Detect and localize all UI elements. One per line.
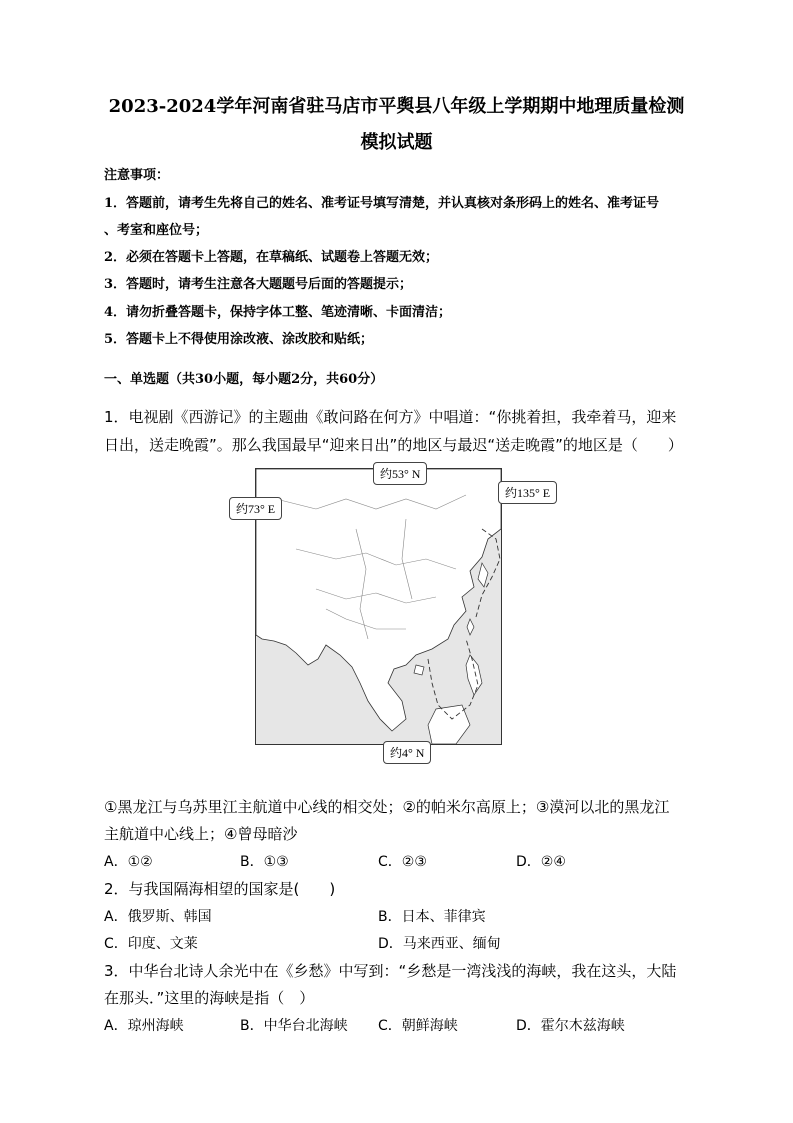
q1-stem-line2: 主航道中心线上；④曾母暗沙 xyxy=(104,825,298,843)
q1-option-c[interactable]: C．②③ xyxy=(378,854,427,870)
q3-option-b[interactable]: B．中华台北海峡 xyxy=(240,1018,348,1034)
section-heading: 一、单选题（共30小题，每小题2分，共60分） xyxy=(104,372,384,387)
note-item: 1．答题前，请考生先将自己的姓名、准考证号填写清楚，并认真核对条形码上的姓名、准考证号 xyxy=(104,196,660,211)
q3-line2: 在那头．”这里的海峡是指（ ） xyxy=(104,989,315,1007)
taiwan-island xyxy=(467,619,474,635)
map-label-south: 约4° N xyxy=(383,741,431,764)
q1-line2: 日出，送走晚霞”。那么我国最早“迎来日出”的地区与最迟“送走晚霞”的地区是（ ） xyxy=(104,436,683,454)
note-item: 4．请勿折叠答题卡，保持字体工整、笔迹清晰、卡面清洁； xyxy=(104,305,452,320)
map-label-north: 约53° N xyxy=(373,462,427,485)
q2-option-b[interactable]: B．日本、菲律宾 xyxy=(378,909,486,925)
note-item: 、考室和座位号； xyxy=(104,223,209,238)
map-drawing xyxy=(256,469,501,744)
q1-stem-line1: ①黑龙江与乌苏里江主航道中心线的相交处；②的帕米尔高原上；③漠河以北的黑龙江 xyxy=(104,798,670,816)
q2-option-a[interactable]: A．俄罗斯、韩国 xyxy=(104,909,212,925)
q2-option-d[interactable]: D．马来西亚、缅甸 xyxy=(378,936,501,952)
q3-option-a[interactable]: A．琼州海峡 xyxy=(104,1018,184,1034)
q1-line1: 1．电视剧《西游记》的主题曲《敢问路在何方》中唱道：“你挑着担，我牵着马，迎来 xyxy=(104,408,677,426)
hainan-island xyxy=(414,665,424,675)
borneo xyxy=(428,705,470,744)
philippines xyxy=(466,655,482,695)
china-map xyxy=(255,468,502,745)
notes-heading: 注意事项： xyxy=(104,168,170,183)
doc-title-line1: 2023-2024学年河南省驻马店市平舆县八年级上学期期中地理质量检测 xyxy=(108,96,685,117)
q2-text: 2．与我国隔海相望的国家是( ) xyxy=(104,880,336,898)
q3-line1: 3．中华台北诗人余光中在《乡愁》中写到：“乡愁是一湾浅浅的海峡，我在这头，大陆 xyxy=(104,962,677,980)
note-item: 2．必须在答题卡上答题，在草稿纸、试题卷上答题无效； xyxy=(104,250,439,265)
note-item: 3．答题时，请考生注意各大题题号后面的答题提示； xyxy=(104,277,413,292)
q3-option-c[interactable]: C．朝鲜海峡 xyxy=(378,1018,458,1034)
q1-option-d[interactable]: D．②④ xyxy=(516,854,566,870)
q1-option-a[interactable]: A．①② xyxy=(104,854,153,870)
q1-option-b[interactable]: B．①③ xyxy=(240,854,289,870)
q2-option-c[interactable]: C．印度、文莱 xyxy=(104,936,198,952)
q3-option-d[interactable]: D．霍尔木兹海峡 xyxy=(516,1018,625,1034)
map-label-west: 约73° E xyxy=(229,497,282,520)
note-item: 5．答题卡上不得使用涂改液、涂改胶和贴纸； xyxy=(104,332,374,347)
korea-peninsula xyxy=(478,563,488,587)
doc-title-line2: 模拟试题 xyxy=(360,132,433,153)
map-label-east: 约135° E xyxy=(498,481,557,504)
